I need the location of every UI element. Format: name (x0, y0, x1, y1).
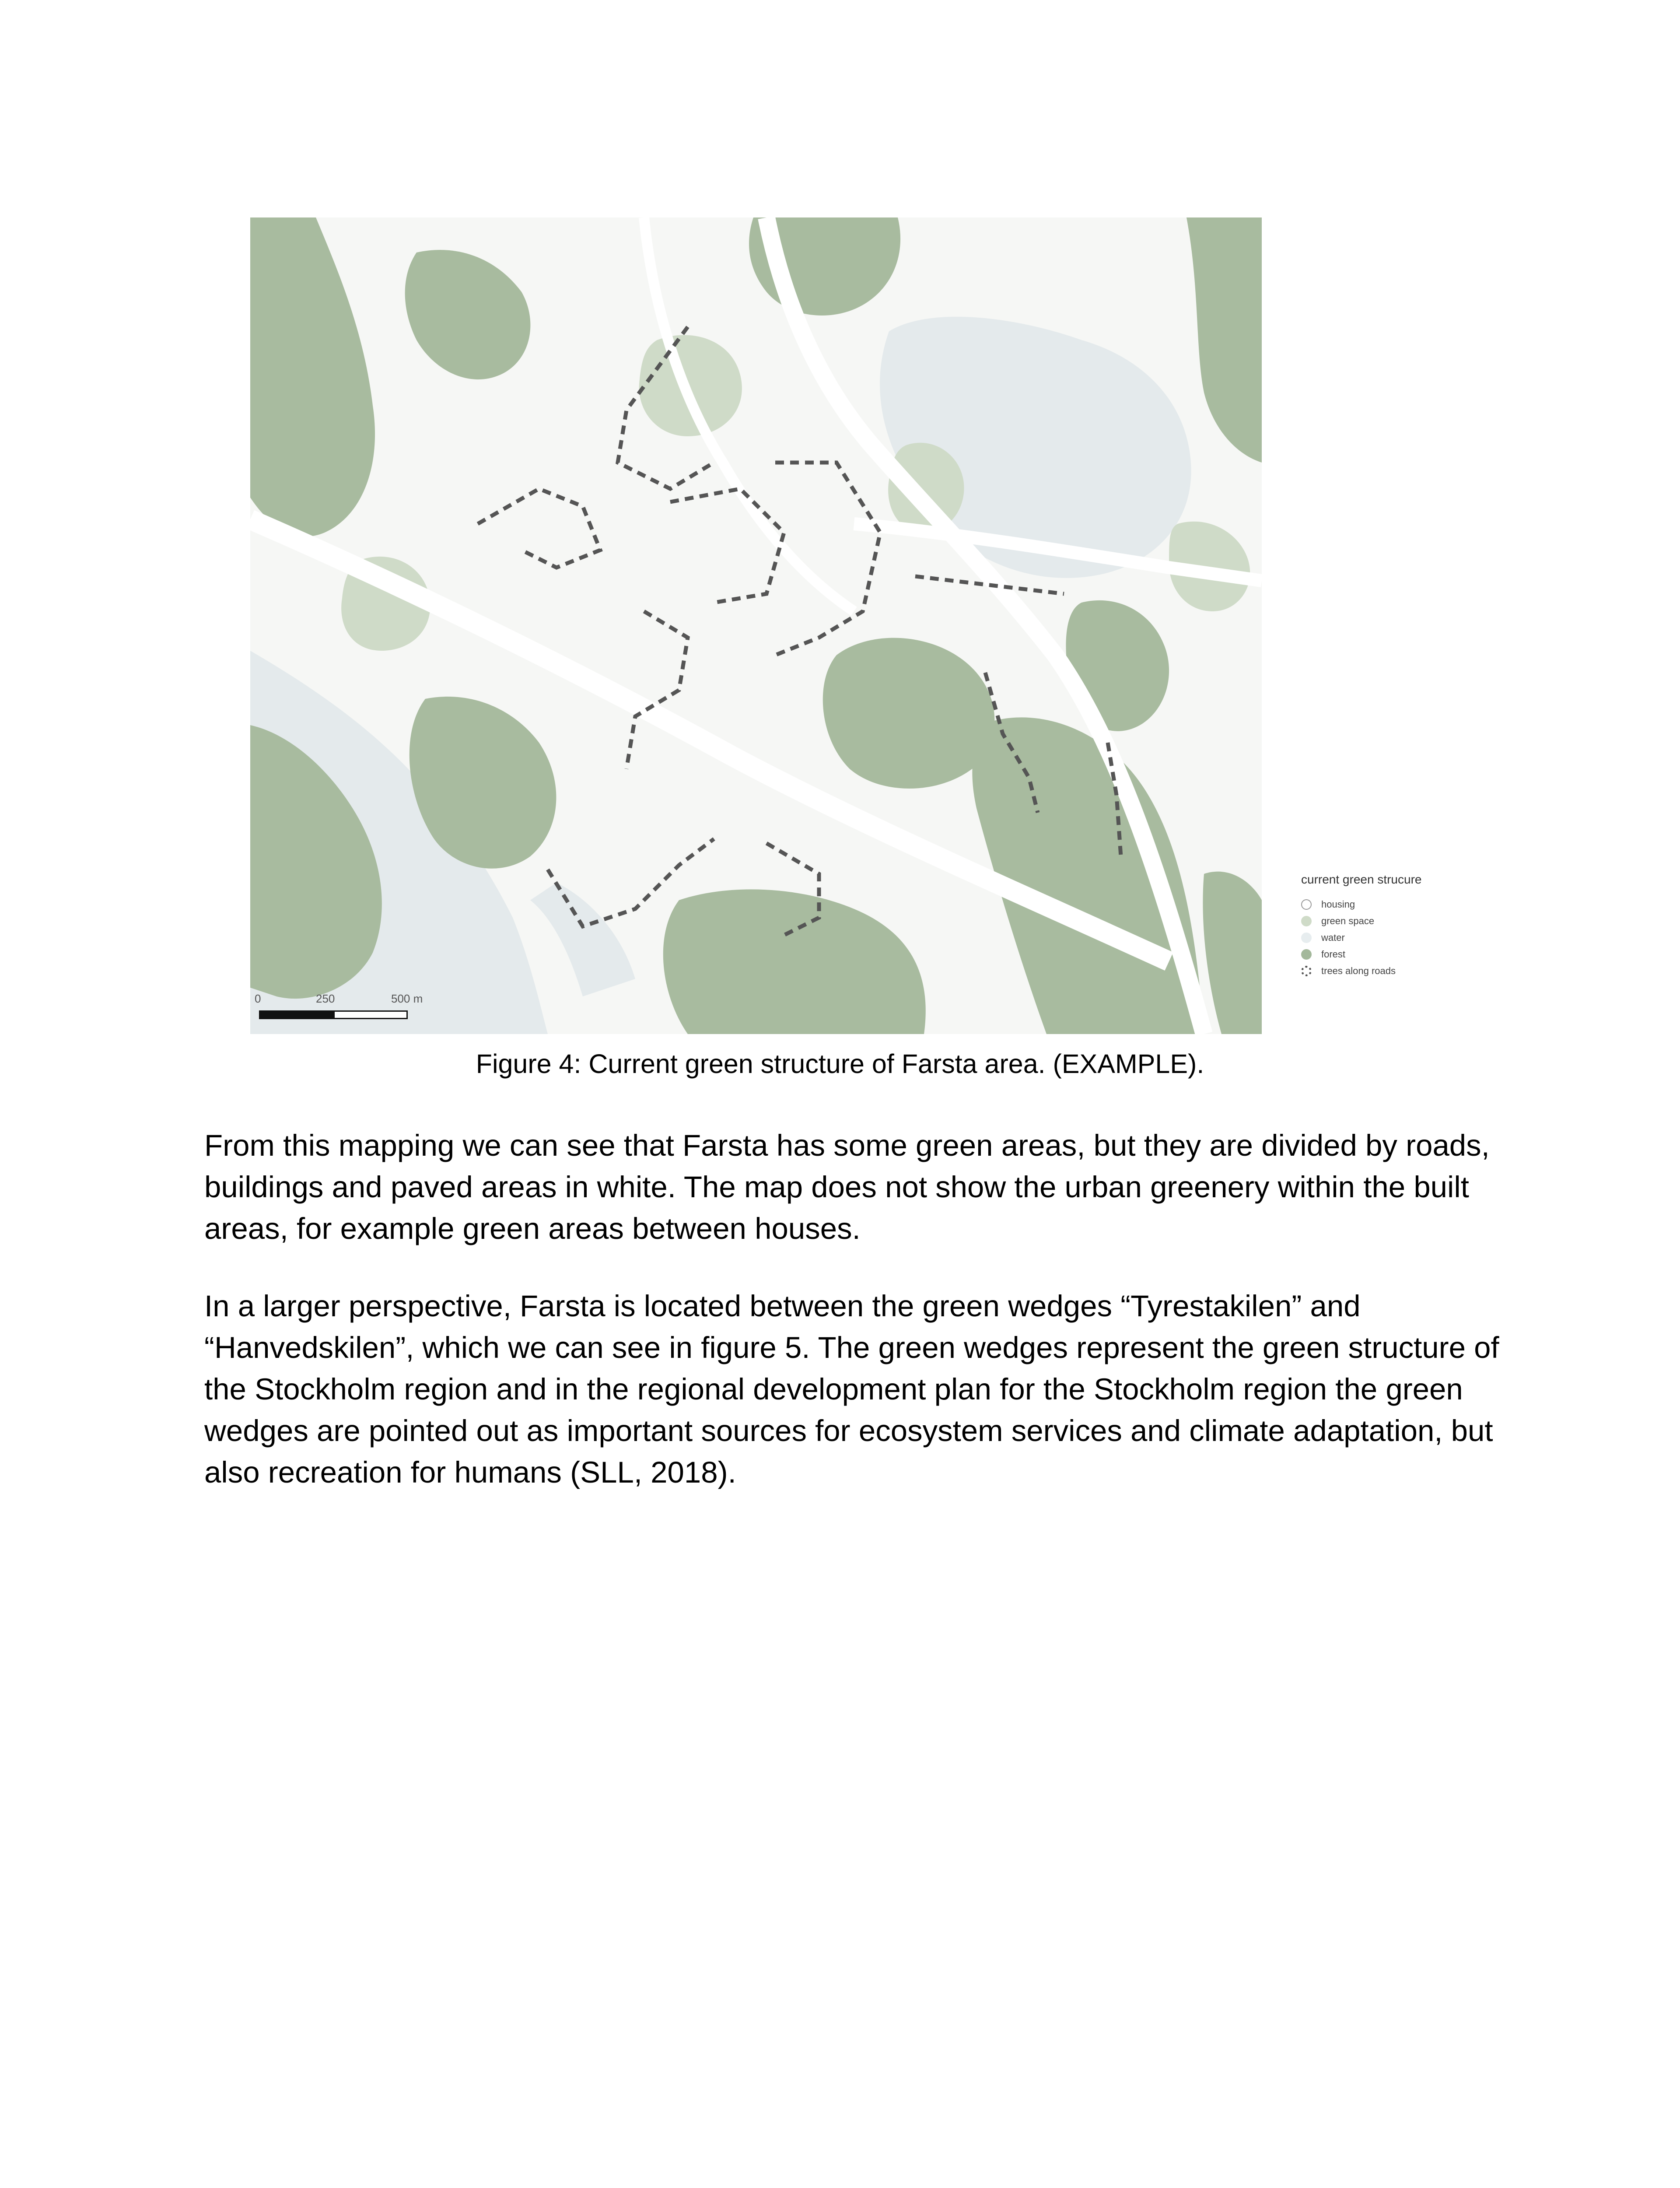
figure-4 (250, 217, 1446, 1034)
water-swatch-icon (1301, 933, 1312, 943)
scale-label-500: 500 m (391, 992, 423, 1005)
legend-label: forest (1321, 949, 1346, 960)
scale-bar-empty (333, 1010, 408, 1019)
legend-item-water (1301, 929, 1446, 946)
legend-label: green space (1321, 915, 1375, 926)
scale-bar-filled (259, 1010, 333, 1019)
green-structure-map (250, 217, 1262, 1034)
legend-item-housing (1301, 896, 1446, 913)
legend-label: trees along roads (1321, 965, 1396, 976)
legend-item-green-space (1301, 913, 1446, 929)
legend-label: water (1321, 932, 1345, 943)
trees-swatch-icon (1301, 966, 1312, 976)
legend-item-trees (1301, 963, 1446, 979)
housing-swatch-icon (1301, 899, 1312, 910)
scale-label-0: 0 (255, 992, 261, 1005)
map-graphic (250, 217, 1262, 1034)
legend-item-forest (1301, 946, 1446, 963)
green-space-swatch-icon (1301, 916, 1312, 926)
paragraph-1: From this mapping we can see that Farsta has some green areas, but they are divided by roads, buildings and paved areas in white. The map does not show the urban greenery within the built areas, for example green areas between houses. (204, 1129, 1490, 1245)
legend-label: housing (1321, 899, 1355, 910)
scale-label-250: 250 (316, 992, 335, 1005)
map-legend (1301, 873, 1446, 979)
legend-title: current green strucure (1301, 873, 1422, 886)
forest-swatch-icon (1301, 949, 1312, 960)
figure-caption: Figure 4: Current green structure of Farsta area. (EXAMPLE). (476, 1049, 1204, 1079)
paragraph-2: In a larger perspective, Farsta is located between the green wedges “Tyrestakilen” and “Hanvedskilen”, which we can see in figure 5. The green wedges represent the green structure of the Stockholm region and in the regional development plan for the Stockholm region the green wedges are pointed out as important sources for ecosystem services and climate adaptation, but also recreation for humans (SLL, 2018). (204, 1289, 1499, 1489)
map-scalebar (255, 992, 447, 1027)
